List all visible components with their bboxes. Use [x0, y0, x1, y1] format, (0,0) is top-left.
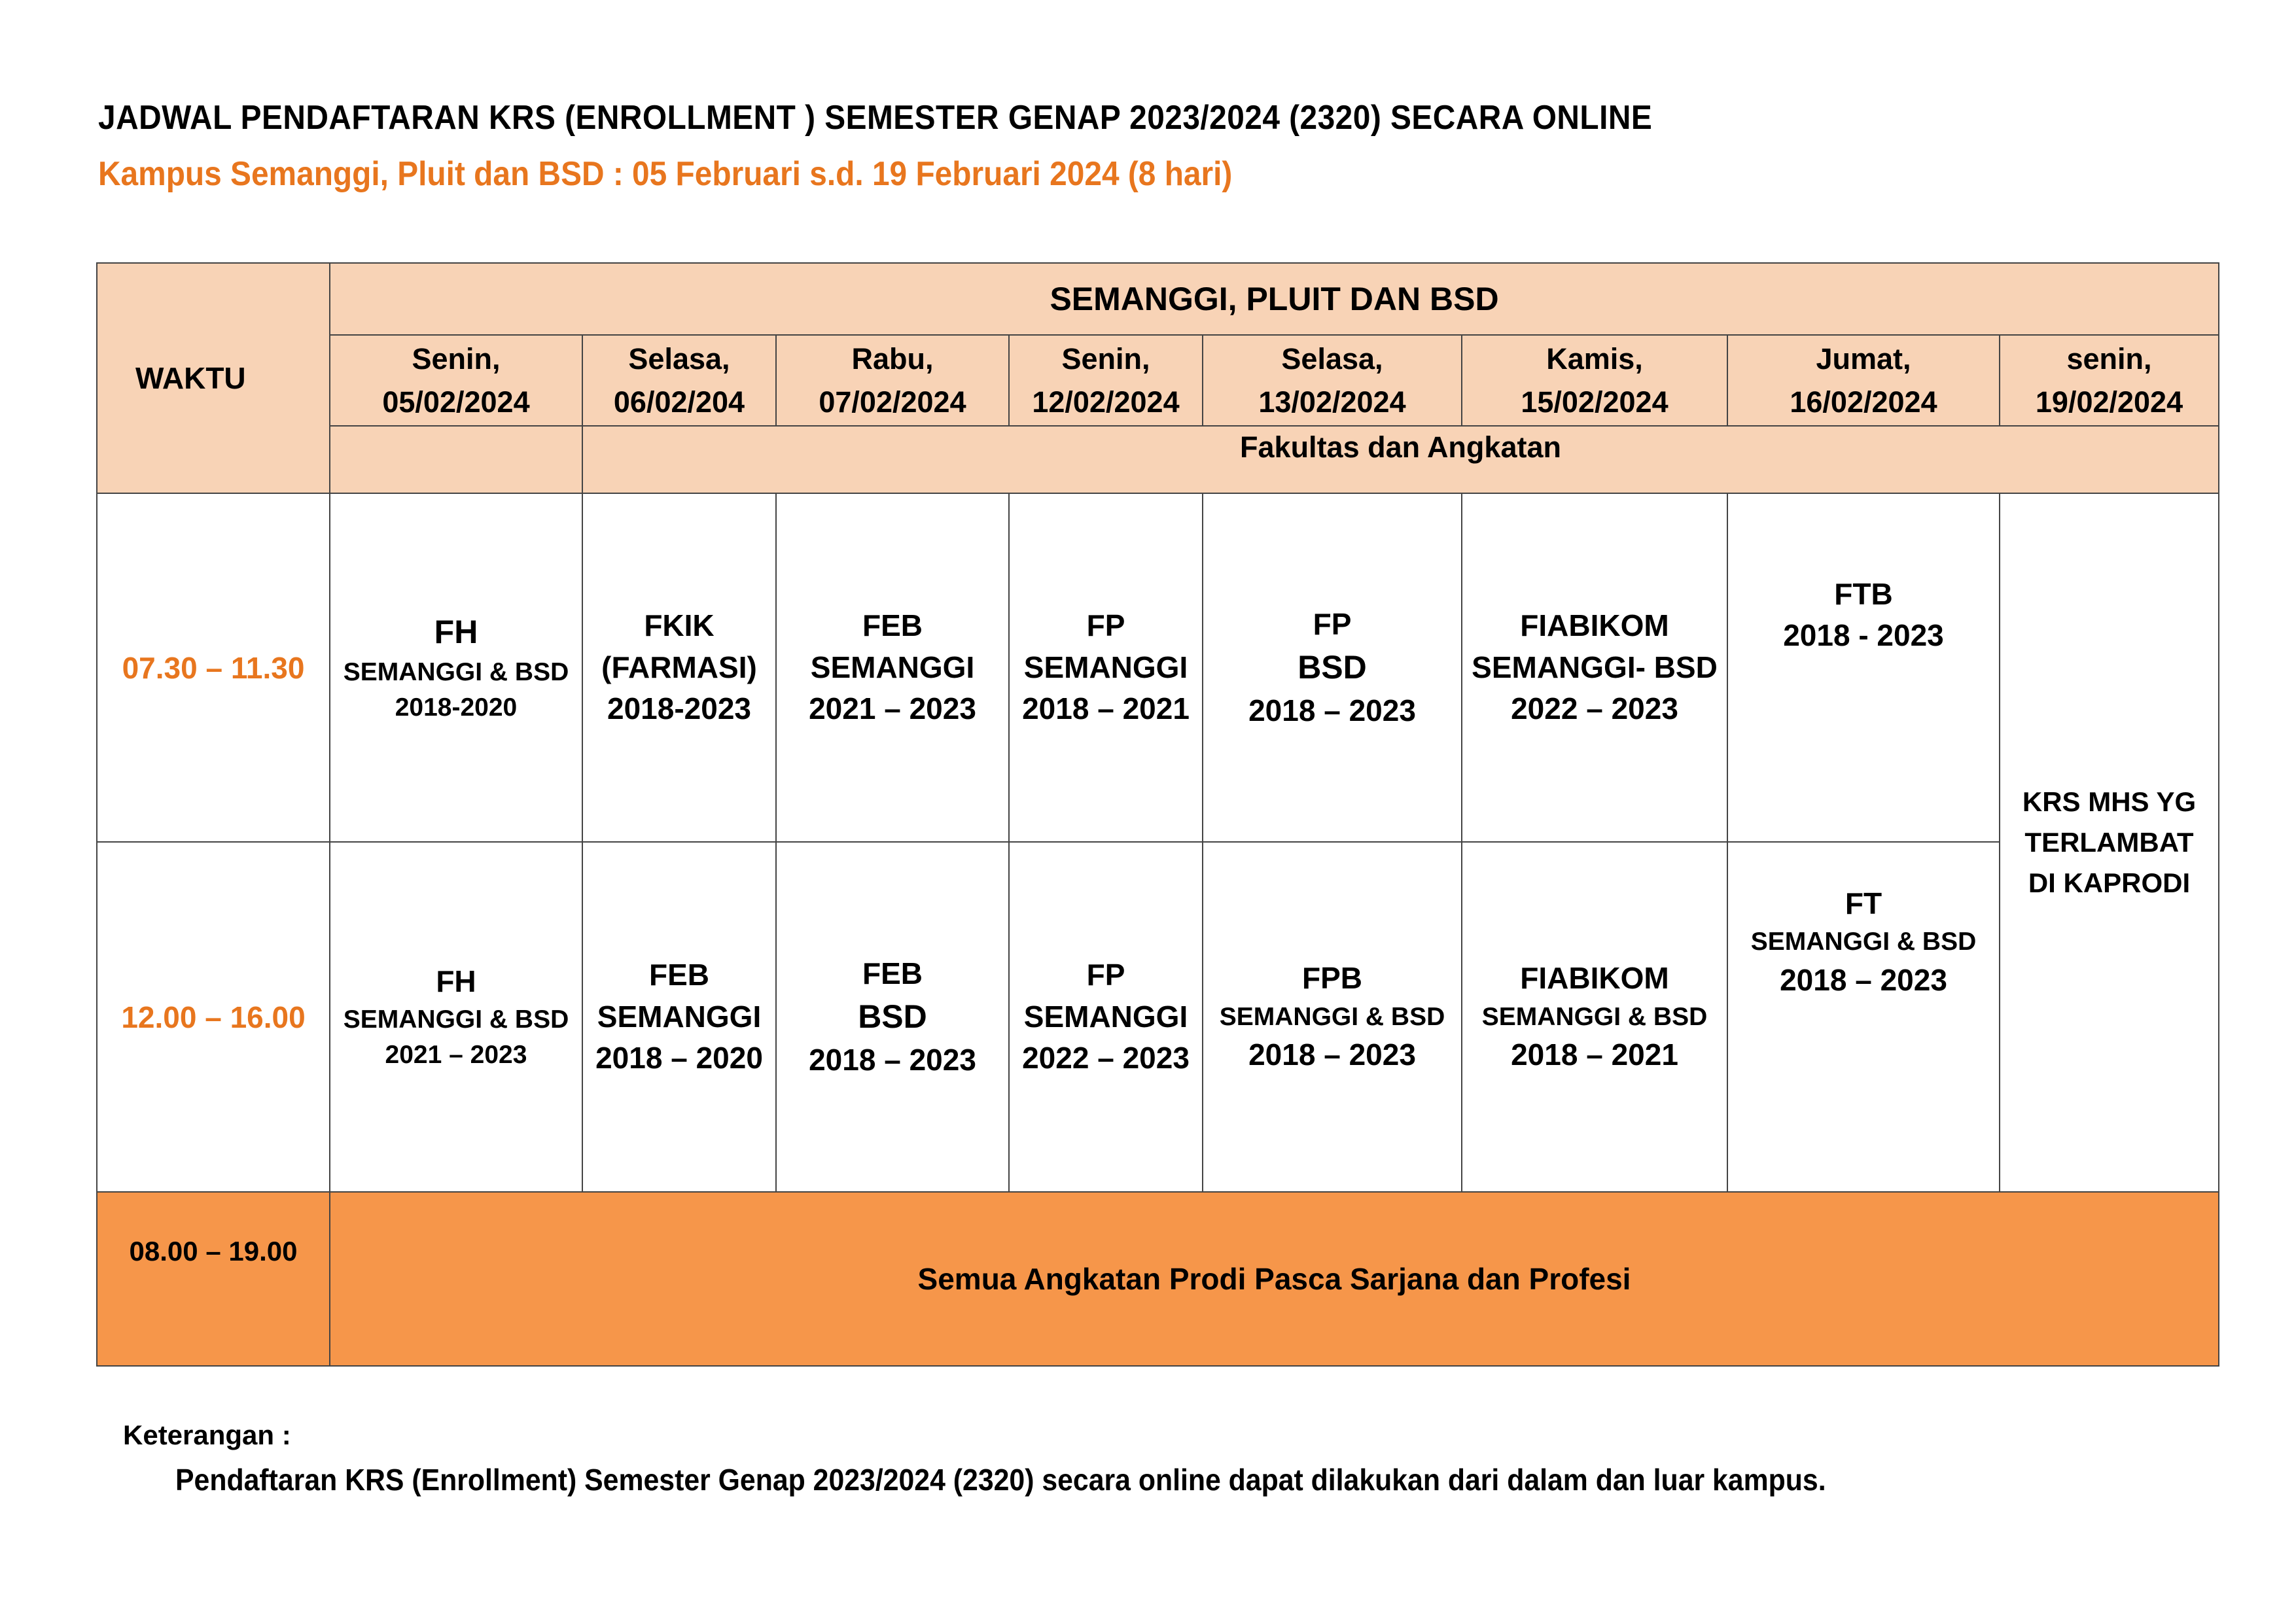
day-header: Selasa, 06/02/204: [582, 335, 776, 426]
schedule-cell: FP BSD 2018 – 2023: [1203, 493, 1462, 842]
page-title: JADWAL PENDAFTARAN KRS (ENROLLMENT ) SEMESTER GENAP 2023/2024 (2320) SECARA ONLINE: [98, 99, 1653, 137]
schedule-cell: FEB SEMANGGI 2018 – 2020: [582, 842, 776, 1192]
day-header: Kamis, 15/02/2024: [1462, 335, 1727, 426]
schedule-cell: FP SEMANGGI 2022 – 2023: [1009, 842, 1203, 1192]
late-krs-cell: KRS MHS YG TERLAMBAT DI KAPRODI: [2000, 493, 2219, 1192]
day-header: Selasa, 13/02/2024: [1203, 335, 1462, 426]
schedule-cell: FKIK (FARMASI) 2018-2023: [582, 493, 776, 842]
fakultas-header-blank: [330, 426, 582, 493]
day-header: Rabu, 07/02/2024: [776, 335, 1009, 426]
schedule-table: [96, 262, 2219, 1367]
waktu-header: WAKTU: [97, 263, 330, 493]
page-subtitle: Kampus Semanggi, Pluit dan BSD : 05 Februari s.d. 19 Februari 2024 (8 hari): [98, 155, 1233, 193]
schedule-cell: FH SEMANGGI & BSD 2018-2020: [330, 493, 582, 842]
day-header: senin, 19/02/2024: [2000, 335, 2219, 426]
schedule-cell: FPB SEMANGGI & BSD 2018 – 2023: [1203, 842, 1462, 1192]
schedule-cell: FIABIKOM SEMANGGI & BSD 2018 – 2021: [1462, 842, 1727, 1192]
schedule-cell: FIABIKOM SEMANGGI- BSD 2022 – 2023: [1462, 493, 1727, 842]
keterangan-text: Pendaftaran KRS (Enrollment) Semester Genap 2023/2024 (2320) secara online dapat dilakukan dari dalam dan luar kampus.: [175, 1463, 1826, 1497]
time-slot-1: 07.30 – 11.30: [97, 493, 330, 842]
time-slot-all: 08.00 – 19.00: [97, 1192, 330, 1366]
time-slot-2: 12.00 – 16.00: [97, 842, 330, 1192]
schedule-table-wrapper: [96, 262, 2218, 1369]
day-header: Senin, 12/02/2024: [1009, 335, 1203, 426]
schedule-cell: FEB SEMANGGI 2021 – 2023: [776, 493, 1009, 842]
pasca-sarjana-row: Semua Angkatan Prodi Pasca Sarjana dan Profesi: [330, 1192, 2219, 1366]
schedule-cell: FP SEMANGGI 2018 – 2021: [1009, 493, 1203, 842]
keterangan-label: Keterangan :: [123, 1420, 291, 1450]
schedule-cell: FT SEMANGGI & BSD 2018 – 2023: [1727, 842, 2000, 1192]
schedule-cell: FH SEMANGGI & BSD 2021 – 2023: [330, 842, 582, 1192]
fakultas-header: Fakultas dan Angkatan: [582, 426, 2219, 493]
schedule-cell: FTB 2018 - 2023: [1727, 493, 2000, 842]
day-header: Senin, 05/02/2024: [330, 335, 582, 426]
region-header: SEMANGGI, PLUIT DAN BSD: [330, 263, 2219, 335]
schedule-cell: FEB BSD 2018 – 2023: [776, 842, 1009, 1192]
day-header: Jumat, 16/02/2024: [1727, 335, 2000, 426]
